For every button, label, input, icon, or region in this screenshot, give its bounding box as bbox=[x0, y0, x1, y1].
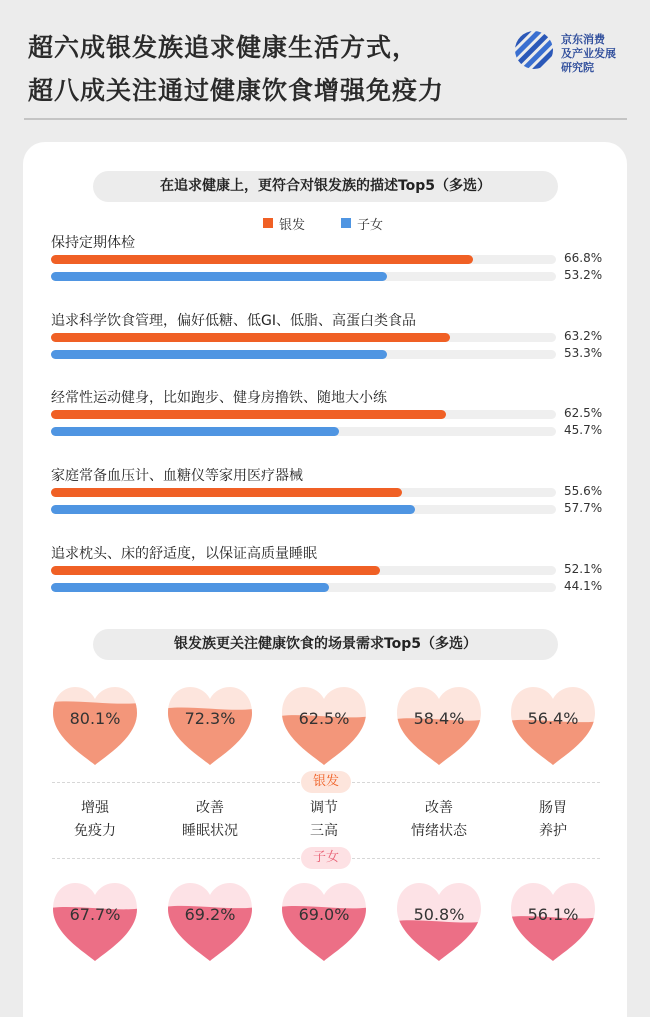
bar-value-label: 52.1% bbox=[564, 562, 603, 576]
page-title-line-2: 超八成关注通过健康饮食增强免疫力 bbox=[28, 76, 445, 105]
heart-value-label: 62.5% bbox=[298, 709, 350, 728]
section1-title: 在追求健康上，更符合对银发族的描述Top5（多选） bbox=[93, 171, 558, 202]
heart-icon bbox=[507, 681, 599, 767]
bar-silver bbox=[51, 488, 402, 497]
bar-value-label: 57.7% bbox=[564, 501, 603, 515]
bar-track bbox=[51, 427, 556, 436]
bar-category-label: 经常性运动健身，比如跑步、健身房撸铁、随地大小练 bbox=[51, 390, 387, 406]
bar-category-label: 追求科学饮食管理，偏好低糖、低GI、低脂、高蛋白类食品 bbox=[51, 313, 416, 329]
heart-value-label: 58.4% bbox=[413, 709, 465, 728]
heart-icon bbox=[49, 681, 141, 767]
bar-child bbox=[51, 505, 415, 514]
heart-value-label: 72.3% bbox=[184, 709, 236, 728]
bar-value-label: 53.2% bbox=[564, 268, 603, 282]
heart-icon bbox=[164, 877, 256, 963]
scene-category-label: 改善 睡眠状况 bbox=[182, 800, 238, 839]
bar-category-label: 追求枕头、床的舒适度，以保证高质量睡眠 bbox=[51, 546, 317, 562]
scene-category-label: 增强 免疫力 bbox=[74, 800, 116, 839]
heart-fill bbox=[393, 920, 485, 963]
heart-icon bbox=[49, 877, 141, 963]
heart-value-label: 56.4% bbox=[527, 709, 579, 728]
heart-icon bbox=[164, 681, 256, 767]
heart-value-label: 69.2% bbox=[184, 905, 236, 924]
heart-value-label: 69.0% bbox=[298, 905, 350, 924]
bar-child bbox=[51, 350, 387, 359]
bar-child bbox=[51, 583, 329, 592]
bar-track bbox=[51, 350, 556, 359]
bar-track bbox=[51, 333, 556, 342]
heart-icon bbox=[278, 681, 370, 767]
logo-text-line-2: 及产业发展 bbox=[561, 47, 616, 60]
bar-track bbox=[51, 505, 556, 514]
heart-value-label: 50.8% bbox=[413, 905, 465, 924]
scene-category-label: 改善 情绪状态 bbox=[411, 800, 467, 839]
bar-track bbox=[51, 566, 556, 575]
logo-text-line-1: 京东消费 bbox=[561, 33, 605, 46]
bar-silver bbox=[51, 333, 450, 342]
bar-category-label: 家庭常备血压计、血糖仪等家用医疗器械 bbox=[51, 468, 303, 484]
scene-category-label: 肠胃 养护 bbox=[539, 800, 567, 839]
legend-swatch-silver bbox=[263, 218, 273, 228]
header bbox=[0, 0, 650, 125]
tag-silver: 银发 bbox=[301, 771, 351, 793]
heart-icon bbox=[393, 681, 485, 767]
logo-text-line-3: 研究院 bbox=[561, 61, 594, 74]
bar-track bbox=[51, 488, 556, 497]
logo-icon bbox=[514, 30, 554, 70]
page-title-line-1: 超六成银发族追求健康生活方式， bbox=[28, 33, 419, 62]
bar-track bbox=[51, 272, 556, 281]
bar-silver bbox=[51, 255, 473, 264]
section2-title: 银发族更关注健康饮食的场景需求Top5（多选） bbox=[93, 629, 558, 660]
bar-value-label: 53.3% bbox=[564, 346, 603, 360]
heart-value-label: 56.1% bbox=[527, 905, 579, 924]
legend-label-child: 子女 bbox=[357, 218, 384, 233]
bar-track bbox=[51, 410, 556, 419]
bar-track bbox=[51, 583, 556, 592]
bar-value-label: 66.8% bbox=[564, 251, 603, 265]
bar-value-label: 45.7% bbox=[564, 423, 603, 437]
tag-child: 子女 bbox=[301, 847, 351, 869]
heart-value-label: 67.7% bbox=[69, 905, 121, 924]
heart-value-label: 80.1% bbox=[69, 709, 121, 728]
bar-track bbox=[51, 255, 556, 264]
heart-icon bbox=[278, 877, 370, 963]
heart-icon bbox=[507, 877, 599, 963]
scene-category-label: 调节 三高 bbox=[310, 800, 338, 839]
bar-value-label: 63.2% bbox=[564, 329, 603, 343]
bar-child bbox=[51, 272, 387, 281]
header-divider bbox=[24, 118, 627, 120]
legend-swatch-child bbox=[341, 218, 351, 228]
bar-category-label: 保持定期体检 bbox=[51, 235, 135, 251]
heart-icon bbox=[393, 877, 485, 963]
bar-value-label: 44.1% bbox=[564, 579, 603, 593]
bar-value-label: 62.5% bbox=[564, 406, 603, 420]
bar-child bbox=[51, 427, 339, 436]
legend-label-silver: 银发 bbox=[279, 218, 306, 233]
bar-silver bbox=[51, 410, 446, 419]
bar-value-label: 55.6% bbox=[564, 484, 603, 498]
bar-silver bbox=[51, 566, 380, 575]
logo-text bbox=[561, 33, 631, 75]
